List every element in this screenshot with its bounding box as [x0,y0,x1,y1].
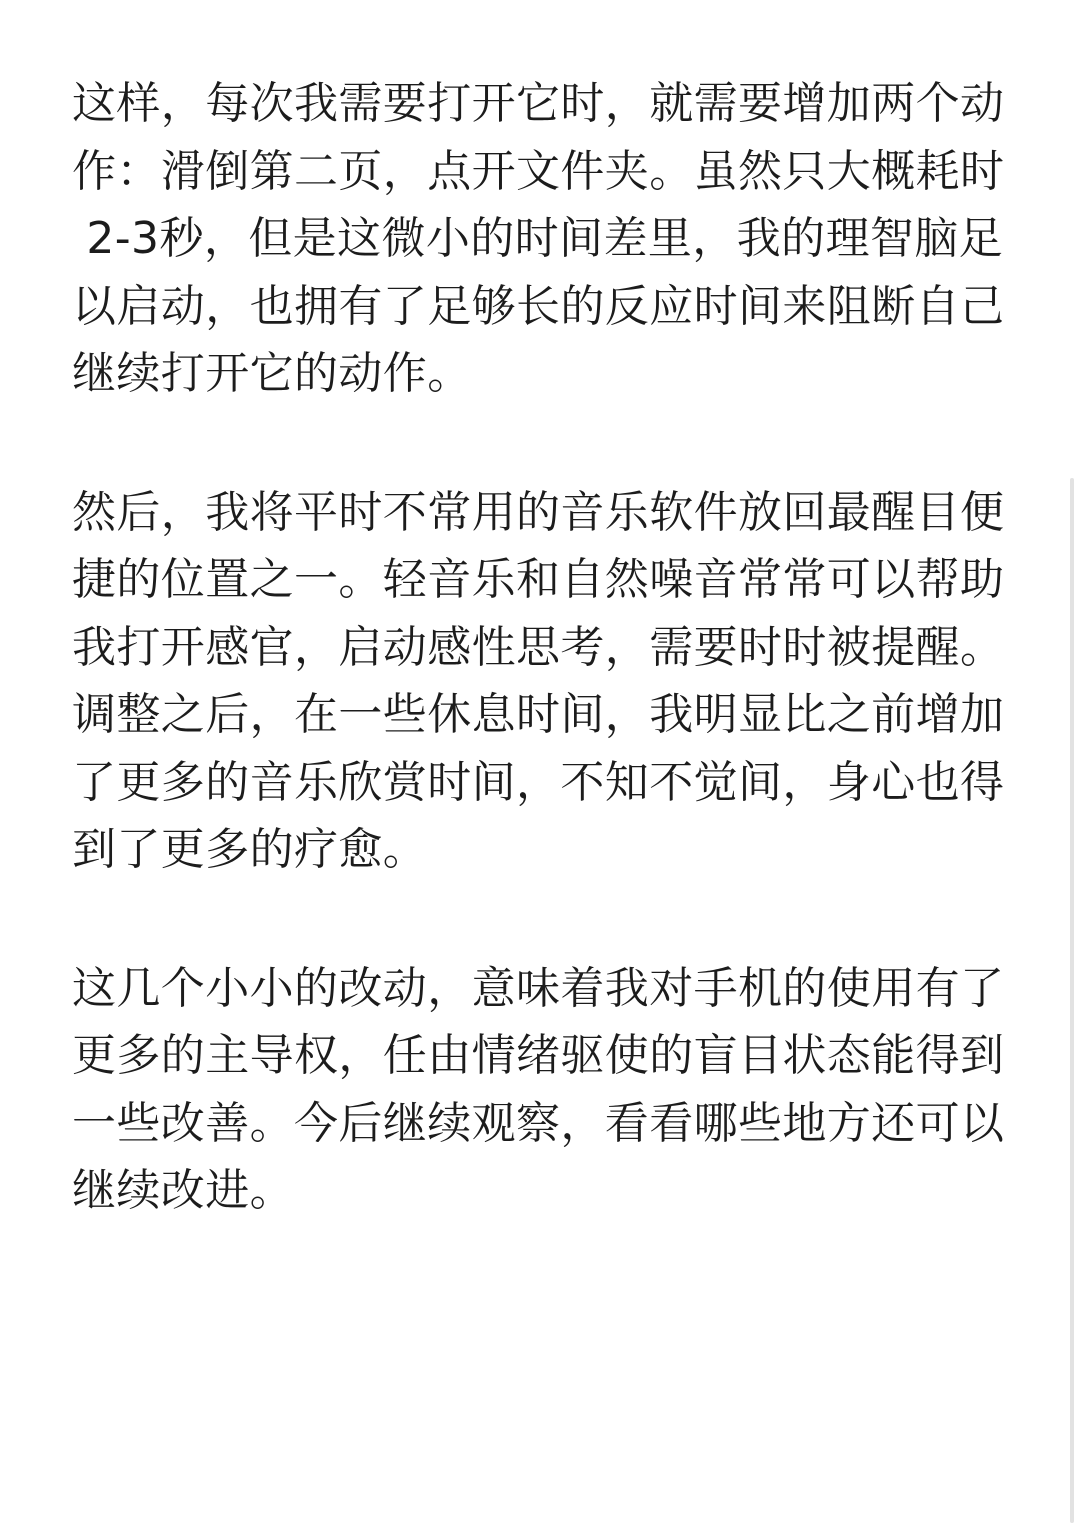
text-line: 然后，我将平时不常用的音乐软件放回最醒目便 [72,486,1005,538]
text-line: 继续改进。 [72,1165,294,1216]
text-line: 继续打开它的动作。 [72,348,472,399]
text-line: 到了更多的疗愈。 [72,824,428,875]
text-line: 调整之后，在一些休息时间，我明显比之前增加 [72,689,1005,740]
text-line: 更多的主导权，任由情绪驱使的盲目状态能得到 [72,1030,1005,1081]
paragraph-3 [72,955,1005,1225]
article-body [72,70,1005,1296]
paragraph-1 [72,70,1005,408]
text-line: 一些改善。今后继续观察，看看哪些地方还可以 [72,1097,1005,1149]
text-line: 以启动，也拥有了足够长的反应时间来阻断自己 [72,280,1005,332]
text-line: 了更多的音乐欣赏时间，不知不觉间，身心也得 [72,756,1005,808]
scrollbar[interactable] [1070,478,1074,1523]
text-line: 这几个小小的改动，意味着我对手机的使用有了 [72,962,1005,1014]
text-line: 这样，每次我需要打开它时，就需要增加两个动 [72,78,1005,129]
paragraph-2 [72,479,1005,884]
text-line: 捷的位置之一。轻音乐和自然噪音常常可以帮助 [72,554,1005,605]
text-line: 我打开感官，启动感性思考，需要时时被提醒。 [72,621,1005,673]
text-line: 作：滑倒第二页，点开文件夹。虽然只大概耗时 [72,145,1005,197]
text-line: 2-3秒，但是这微小的时间差里，我的理智脑足 [72,213,1004,264]
